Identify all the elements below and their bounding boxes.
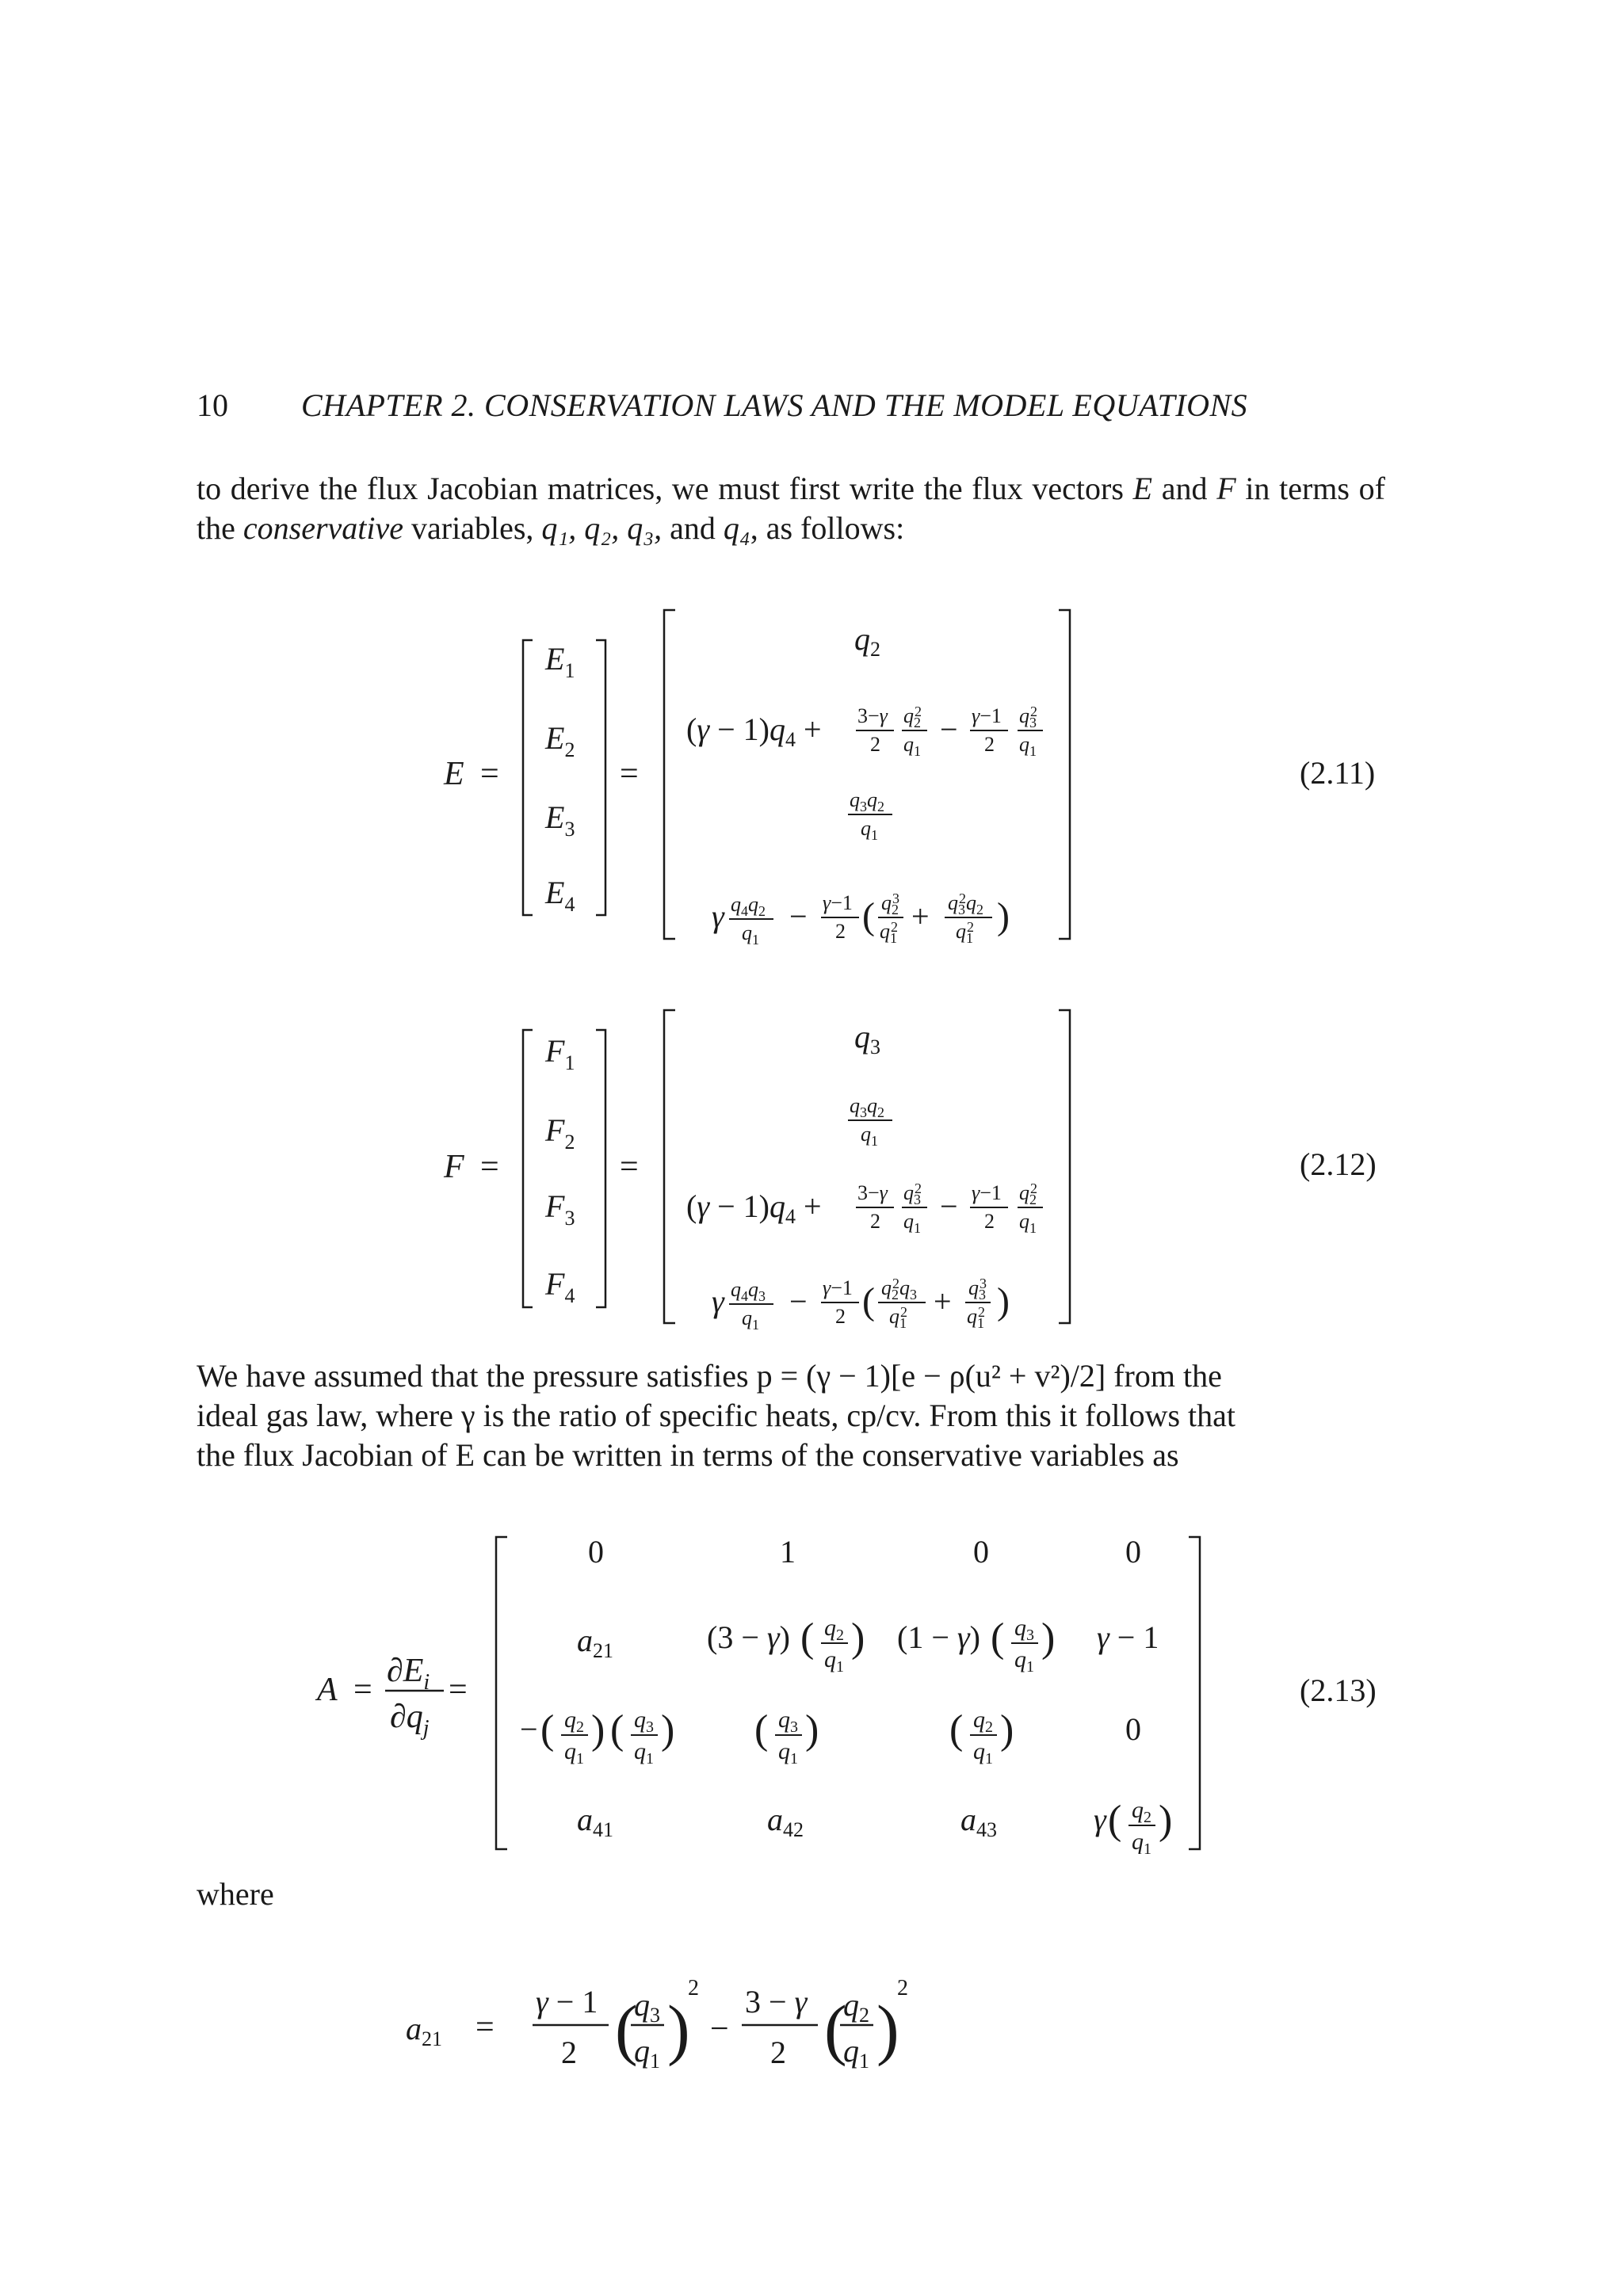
para1-emph-conservative: conservative xyxy=(242,510,404,546)
eq213-bracket-right xyxy=(1189,1537,1200,1849)
eq212-vec-bracket-left xyxy=(523,1030,533,1307)
svg-text:−: − xyxy=(789,898,808,934)
svg-text:): ) xyxy=(876,1991,899,2067)
svg-text:(3 − γ): (3 − γ) xyxy=(707,1619,790,1655)
para2-line2: ideal gas law, where γ is the ratio of specific heats, cp/cv. From this it follows that xyxy=(197,1398,1236,1433)
svg-text:q32: $q_32$ xyxy=(903,1180,922,1207)
svg-text:2: 2 xyxy=(770,2035,786,2070)
svg-text:2: 2 xyxy=(870,733,880,756)
eq211-rhs-bracket-right xyxy=(1059,610,1070,939)
eq213-bracket-left xyxy=(496,1537,507,1849)
svg-text:3−γ: 3−γ xyxy=(857,704,888,727)
svg-text:γ − 1: γ − 1 xyxy=(536,1984,598,2019)
eq213-r4c1: $a_{41}$ xyxy=(577,1802,613,1841)
a21-lhs: $a_{21}$ xyxy=(406,2011,442,2050)
a21-definition xyxy=(0,1957,1623,2100)
svg-text:2: 2 xyxy=(688,1976,699,2000)
svg-text:(: ( xyxy=(754,1707,769,1753)
equation-2-13 xyxy=(0,1521,1623,1854)
svg-text:q1: $q_1$ xyxy=(843,2033,869,2073)
eq212-rhs-bracket-left xyxy=(664,1010,675,1323)
para2-line1: We have assumed that the pressure satisfies p = (γ − 1)[e − ρ(u² + v²)/2] from the xyxy=(197,1358,1222,1394)
eq213-number: (2.13) xyxy=(1300,1672,1377,1708)
svg-text:q3: $q_3$ xyxy=(634,1707,654,1736)
svg-text:(: ( xyxy=(862,1280,875,1322)
chapter-title: CHAPTER 2. CONSERVATION LAWS AND THE MODEL EQUATIONS xyxy=(301,387,1248,423)
eq213-equals-1: = xyxy=(353,1672,372,1708)
eq212-row2 xyxy=(848,1094,892,1149)
svg-text:q3: $q_3$ xyxy=(1014,1615,1034,1644)
svg-text:γ−1: γ−1 xyxy=(823,1276,853,1299)
svg-text:q3: $q_3$ xyxy=(634,1987,660,2027)
eq211-equals-1: = xyxy=(480,756,499,792)
eq212-vec-f3: $F_3$ xyxy=(545,1188,575,1230)
eq213-r1c3: 0 xyxy=(973,1534,989,1569)
svg-text:): ) xyxy=(997,1280,1010,1322)
a21-term2 xyxy=(742,1976,908,2073)
eq211-vec-e4: $E_4$ xyxy=(545,875,575,916)
svg-text:): ) xyxy=(1159,1798,1173,1843)
svg-text:q3: $q_3$ xyxy=(778,1707,798,1736)
svg-text:q1: $q_1$ xyxy=(1019,733,1037,759)
eq211-lhs: E xyxy=(444,756,464,792)
svg-text:2: 2 xyxy=(897,1976,908,2000)
svg-text:(: ( xyxy=(991,1615,1005,1661)
eq213-r3c1 xyxy=(520,1707,674,1768)
svg-text:q4q2: $q_4q_2$ xyxy=(731,893,766,919)
pressure-paragraph xyxy=(197,1356,1385,1475)
svg-text:γ−1: γ−1 xyxy=(972,1181,1002,1204)
svg-text:(γ − 1)q4 +: $(\gamma - 1)q_4$ + xyxy=(686,711,822,751)
eq211-vec-bracket-right xyxy=(596,640,605,915)
svg-text:q12: $q_12$ xyxy=(967,1304,985,1331)
svg-text:q1: $q_1$ xyxy=(861,817,878,843)
svg-text:3 − γ: 3 − γ xyxy=(745,1984,808,2019)
svg-text:γ: γ xyxy=(712,1283,724,1319)
para1-text-6: , as follows: xyxy=(750,510,905,546)
svg-text:∂Ei: $\partial E_i$ xyxy=(387,1653,430,1695)
svg-text:q1: $q_1$ xyxy=(564,1738,584,1768)
eq212-vec-bracket-right xyxy=(596,1030,605,1307)
page-number: 10 xyxy=(197,387,228,423)
svg-text:γ−1: γ−1 xyxy=(823,891,853,914)
eq211-row1: $q_2$ xyxy=(854,621,880,661)
svg-text:q1: $q_1$ xyxy=(903,733,921,759)
svg-text:q4q3: $q_4q_3$ xyxy=(731,1278,766,1304)
eq213-r1c1: 0 xyxy=(588,1534,604,1569)
eq211-row2 xyxy=(686,704,1043,759)
eq212-equals-2: = xyxy=(620,1149,639,1185)
svg-text:): ) xyxy=(1000,1707,1014,1753)
para1-text-5: and xyxy=(670,510,724,546)
svg-text:q1: $q_1$ xyxy=(1014,1646,1034,1676)
eq211-equals-2: = xyxy=(620,756,639,792)
svg-text:−: − xyxy=(789,1283,808,1319)
eq212-row4 xyxy=(712,1276,1010,1331)
svg-text:q22: $q_22$ xyxy=(1019,1180,1037,1207)
para2-line3: the flux Jacobian of E can be written in terms of the conservative variables as xyxy=(197,1437,1179,1473)
eq213-lhs: A xyxy=(317,1672,338,1708)
eq213-r1c2: 1 xyxy=(780,1534,796,1569)
svg-text:−: − xyxy=(940,711,958,747)
svg-text:(: ( xyxy=(615,1991,638,2067)
svg-text:q22q3: $q_22q_3$ xyxy=(881,1276,917,1302)
svg-text:): ) xyxy=(1041,1615,1056,1661)
svg-text:2: 2 xyxy=(984,1210,995,1233)
svg-text:q1: $q_1$ xyxy=(742,1306,759,1331)
eq212-rhs-bracket-right xyxy=(1059,1010,1070,1323)
svg-text:q12: $q_12$ xyxy=(880,919,898,946)
svg-text:q1: $q_1$ xyxy=(1019,1210,1037,1236)
svg-text:(: ( xyxy=(800,1615,815,1661)
eq212-row3 xyxy=(686,1180,1043,1236)
eq211-rhs-bracket-left xyxy=(664,610,675,939)
svg-text:q2: $q_2$ xyxy=(1132,1797,1151,1826)
svg-text:(: ( xyxy=(824,1991,847,2067)
para1-text-1: to derive the flux Jacobian matrices, we must first write the flux vectors xyxy=(197,471,1133,506)
svg-text:(: ( xyxy=(949,1707,964,1753)
svg-text:q1: $q_1$ xyxy=(824,1646,844,1676)
eq213-r1c4: 0 xyxy=(1125,1534,1141,1569)
eq211-vec-e2: $E_2$ xyxy=(545,720,575,761)
svg-text:q1: $q_1$ xyxy=(903,1210,921,1236)
a21-equals: = xyxy=(475,2009,495,2046)
svg-text:q1: $q_1$ xyxy=(634,1738,654,1768)
eq213-r2c1: $a_{21}$ xyxy=(577,1623,613,1662)
where-label: where xyxy=(197,1876,274,1912)
eq211-vec-e1: $E_1$ xyxy=(545,641,575,682)
eq213-r3c2 xyxy=(754,1707,819,1768)
svg-text:): ) xyxy=(661,1707,675,1753)
svg-text:(γ − 1)q4 +: $(\gamma - 1)q_4$ + xyxy=(686,1188,822,1228)
para1-var-f: F xyxy=(1216,471,1236,506)
para1-text-2: and xyxy=(1152,471,1217,506)
svg-text:q1: $q_1$ xyxy=(742,921,759,948)
eq212-number: (2.12) xyxy=(1300,1146,1377,1182)
svg-text:q1: $q_1$ xyxy=(973,1738,993,1768)
svg-text:q3q2: $q_3q_2$ xyxy=(850,1094,884,1120)
svg-text:3−γ: 3−γ xyxy=(857,1181,888,1204)
svg-text:q1: $q_1$ xyxy=(1132,1829,1151,1854)
para1-text-4: variables, xyxy=(403,510,542,546)
eq211-row4 xyxy=(712,891,1010,948)
eq212-lhs: F xyxy=(444,1149,464,1185)
svg-text:+: + xyxy=(911,898,930,934)
svg-text:q2: $q_2$ xyxy=(564,1707,584,1736)
svg-text:2: 2 xyxy=(561,2035,577,2070)
eq212-vec-f1: $F_1$ xyxy=(545,1033,575,1074)
intro-paragraph xyxy=(197,469,1385,548)
eq211-number: (2.11) xyxy=(1300,755,1376,791)
eq213-r2c4: γ − 1 xyxy=(1097,1619,1159,1655)
eq213-r3c4: 0 xyxy=(1125,1711,1141,1747)
svg-text:q23: $q_23$ xyxy=(881,891,899,917)
svg-text:∂qj: $\partial q_j$ xyxy=(390,1699,430,1741)
svg-text:−: − xyxy=(940,1188,958,1224)
svg-text:): ) xyxy=(591,1707,605,1753)
eq211-vec-e3: $E_3$ xyxy=(545,799,575,841)
svg-text:q1: $q_1$ xyxy=(634,2033,660,2073)
svg-text:+: + xyxy=(934,1283,952,1319)
svg-text:q12: $q_12$ xyxy=(889,1304,907,1331)
svg-text:−: − xyxy=(520,1711,538,1747)
eq212-vec-f4: $F_4$ xyxy=(545,1266,575,1307)
svg-text:): ) xyxy=(667,1991,690,2067)
svg-text:q2: $q_2$ xyxy=(973,1707,993,1736)
a21-minus: − xyxy=(710,2011,729,2047)
eq211-row3 xyxy=(848,788,892,843)
eq212-row1: $q_3$ xyxy=(854,1019,880,1058)
eq213-equals-2: = xyxy=(449,1672,468,1708)
equation-2-12 xyxy=(0,998,1623,1331)
svg-text:2: 2 xyxy=(835,920,846,943)
eq213-partial-fraction xyxy=(385,1653,444,1741)
svg-text:): ) xyxy=(997,895,1010,937)
eq212-vec-f2: $F_2$ xyxy=(545,1112,575,1154)
svg-text:(: ( xyxy=(862,895,875,937)
eq213-r2c2 xyxy=(707,1615,865,1676)
svg-text:(: ( xyxy=(540,1707,555,1753)
svg-text:2: 2 xyxy=(835,1305,846,1328)
running-header xyxy=(197,387,1385,431)
svg-text:γ: γ xyxy=(1094,1802,1106,1837)
eq213-r4c3: $a_{43}$ xyxy=(960,1802,997,1841)
eq213-r2c3 xyxy=(897,1615,1055,1676)
eq213-r4c2: $a_{42}$ xyxy=(767,1802,804,1841)
eq213-r4c4 xyxy=(1094,1797,1172,1854)
svg-text:q1: $q_1$ xyxy=(778,1738,798,1768)
svg-text:q32q2: $q_32q_2$ xyxy=(948,891,983,917)
svg-text:2: 2 xyxy=(870,1210,880,1233)
svg-text:): ) xyxy=(805,1707,819,1753)
svg-text:q33: $q_33$ xyxy=(968,1276,987,1302)
eq212-equals-1: = xyxy=(480,1149,499,1185)
equation-2-11 xyxy=(0,602,1623,951)
para1-var-q4: q₄ xyxy=(723,510,750,546)
svg-text:q1: $q_1$ xyxy=(861,1123,878,1149)
svg-text:q3q2: $q_3q_2$ xyxy=(850,788,884,814)
svg-text:(: ( xyxy=(1108,1798,1122,1843)
a21-term1 xyxy=(533,1976,699,2073)
svg-text:γ−1: γ−1 xyxy=(972,704,1002,727)
svg-text:): ) xyxy=(851,1615,865,1661)
svg-text:q22: $q_22$ xyxy=(903,704,922,730)
svg-text:q2: $q_2$ xyxy=(843,1987,869,2027)
svg-text:(1 − γ): (1 − γ) xyxy=(897,1619,980,1655)
para1-text-3: in terms of the xyxy=(197,471,1385,546)
svg-text:q32: $q_32$ xyxy=(1019,704,1037,730)
eq213-r3c3 xyxy=(949,1707,1014,1768)
para1-var-e: E xyxy=(1132,471,1153,506)
svg-text:2: 2 xyxy=(984,733,995,756)
svg-text:γ: γ xyxy=(712,898,724,934)
svg-text:(: ( xyxy=(610,1707,624,1753)
svg-text:q12: $q_12$ xyxy=(956,919,974,946)
svg-text:q2: $q_2$ xyxy=(824,1615,844,1644)
para1-vars: q₁, q₂, q₃, xyxy=(541,510,670,546)
eq211-vec-bracket-left xyxy=(523,640,533,915)
